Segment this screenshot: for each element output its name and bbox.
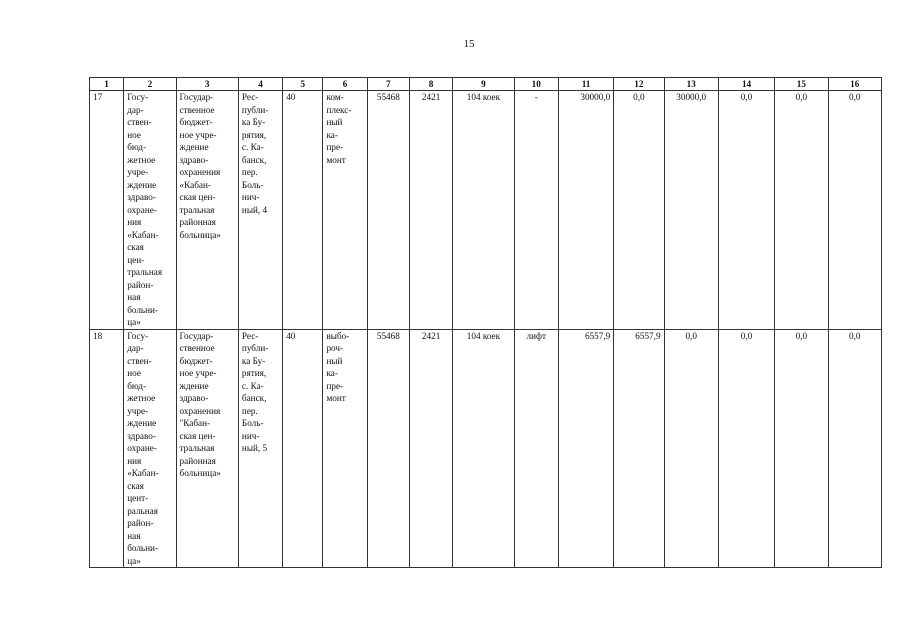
column-header: 13: [664, 78, 718, 91]
cell-line: публи-: [241, 104, 269, 115]
cell-col14: 0,0: [718, 329, 774, 568]
cell-line: с. Ка-: [241, 380, 264, 391]
cell-line: ральная: [127, 505, 158, 516]
cell-line: ждение: [179, 142, 209, 152]
cell-line: ния: [127, 217, 142, 227]
cell-line: ствен-: [127, 117, 152, 127]
cell-col11: 30000,0: [558, 91, 613, 330]
cell-line: ная: [127, 292, 141, 302]
cell-line: банск,: [241, 154, 267, 165]
cell-line: ный: [326, 117, 343, 127]
institution-name: [124, 329, 176, 568]
cell-line: Государ-: [179, 92, 214, 102]
cell-line: ца»: [127, 317, 141, 327]
cell-line: охране-: [127, 204, 157, 215]
cell-col5: 40: [283, 91, 323, 330]
cell-line: Госу-: [127, 92, 149, 102]
cell-line: дар-: [127, 343, 144, 353]
cell-col16: 0,0: [828, 329, 881, 568]
cell-line: здраво-: [127, 192, 156, 202]
cell-line: пре-: [326, 380, 344, 391]
cell-col8: 2421: [409, 329, 452, 568]
cell-line: учре-: [127, 167, 149, 177]
cell-line: ное: [127, 368, 141, 378]
cell-line: охранения: [179, 167, 221, 177]
institution-full-name: [176, 91, 238, 330]
column-header: 7: [367, 78, 409, 91]
cell-line: «Кабан-: [127, 468, 159, 478]
column-header: 5: [283, 78, 323, 91]
cell-line: ная: [127, 530, 141, 541]
cell-line: тральная: [179, 204, 215, 215]
cell-line: Госу-: [127, 330, 149, 341]
cell-line: здраво-: [127, 430, 156, 441]
cell-line: нич-: [241, 192, 260, 202]
cell-col12: 0,0: [614, 91, 664, 330]
column-header: 8: [409, 78, 452, 91]
cell-col13: 30000,0: [664, 91, 718, 330]
cell-line: «Кабан-: [127, 229, 159, 240]
cell-line: Боль-: [241, 418, 264, 428]
cell-line: пер.: [241, 405, 258, 416]
cell-line: пре-: [326, 142, 344, 152]
column-header: 2: [124, 78, 176, 91]
row-number: 18: [90, 329, 124, 568]
cell-line: больница»: [179, 468, 221, 478]
cell-col14: 0,0: [718, 91, 774, 330]
table-row: [90, 91, 882, 330]
page-number: 15: [463, 38, 475, 50]
cell-line: охране-: [127, 443, 157, 453]
equipment-cell: -: [514, 91, 558, 330]
cell-line: пер.: [241, 167, 258, 177]
column-header: 1: [90, 78, 124, 91]
cell-line: выбо-: [326, 330, 350, 341]
cell-line: публи-: [241, 343, 269, 353]
cell-line: цен-: [127, 254, 145, 265]
cell-line: жетное: [127, 154, 156, 165]
cell-line: ца»: [127, 555, 141, 566]
cell-line: нич-: [241, 430, 260, 441]
institution-name: [124, 91, 176, 330]
row-number: 17: [90, 91, 124, 330]
cell-line: район-: [127, 279, 154, 290]
cell-line: охранения: [179, 405, 221, 416]
capacity-cell: 104 коек: [453, 91, 514, 330]
cell-line: рятия,: [241, 368, 267, 378]
column-header: 10: [514, 78, 558, 91]
column-header: 16: [828, 78, 881, 91]
cell-col8: 2421: [409, 91, 452, 330]
cell-line: районная: [179, 217, 216, 227]
cell-line: здраво-: [179, 154, 209, 165]
cell-line: роч-: [326, 343, 344, 353]
cell-line: ное учре-: [179, 129, 217, 140]
institution-full-name: [176, 329, 238, 568]
cell-line: ный, 4: [241, 204, 268, 215]
column-header: 11: [558, 78, 613, 91]
cell-line: здраво-: [179, 393, 209, 403]
cell-line: тральная: [179, 443, 215, 453]
cell-line: ка Бу-: [241, 355, 266, 366]
cell-line: ственное: [179, 343, 215, 353]
capacity-cell: 104 коек: [453, 329, 514, 568]
repair-type: [323, 91, 367, 330]
cell-line: ное: [127, 129, 141, 140]
cell-line: "Кабан-: [179, 418, 211, 428]
cell-line: ская цен-: [179, 192, 216, 202]
cell-line: ская: [127, 480, 144, 491]
cell-line: ждение: [127, 418, 157, 428]
header-row: [90, 78, 882, 91]
cell-line: бюджет-: [179, 117, 213, 127]
cell-line: ждение: [179, 380, 209, 391]
column-header: 14: [718, 78, 774, 91]
cell-line: Боль-: [241, 179, 264, 190]
cell-col12: 6557,9: [614, 329, 664, 568]
table-row: [90, 329, 882, 568]
column-header: 9: [453, 78, 514, 91]
cell-line: с. Ка-: [241, 142, 264, 152]
cell-col5: 40: [283, 329, 323, 568]
column-header: 6: [323, 78, 367, 91]
cell-line: Государ-: [179, 330, 214, 341]
cell-line: рятия,: [241, 129, 267, 140]
cell-line: ская цен-: [179, 430, 216, 441]
cell-line: ждение: [127, 179, 157, 190]
cell-line: Рес-: [241, 92, 259, 102]
cell-line: дар-: [127, 104, 144, 115]
cell-col11: 6557,9: [558, 329, 613, 568]
cell-line: ный: [326, 355, 343, 366]
cell-line: ное учре-: [179, 368, 217, 378]
cell-line: больни-: [127, 543, 159, 553]
cell-line: бюджет-: [179, 355, 213, 366]
column-header: 12: [614, 78, 664, 91]
cell-line: бюд-: [127, 380, 147, 391]
column-header: 15: [775, 78, 828, 91]
cell-col13: 0,0: [664, 329, 718, 568]
cell-line: ская: [127, 242, 144, 252]
cell-line: больница»: [179, 229, 221, 240]
cell-line: «Кабан-: [179, 179, 211, 190]
cell-line: ния: [127, 455, 142, 466]
equipment-cell: лифт: [514, 329, 558, 568]
cell-line: плекс-: [326, 104, 352, 115]
cell-line: ственное: [179, 104, 215, 115]
cell-line: ный, 5: [241, 443, 268, 453]
repair-type: [323, 329, 367, 568]
cell-line: учре-: [127, 405, 149, 416]
cell-line: банск,: [241, 393, 267, 403]
cell-line: ка-: [326, 368, 338, 378]
cell-line: монт: [326, 154, 346, 165]
cell-line: район-: [127, 518, 154, 528]
cell-col16: 0,0: [828, 91, 881, 330]
column-header: 3: [176, 78, 238, 91]
cell-line: ка-: [326, 129, 338, 140]
cell-line: ствен-: [127, 355, 152, 366]
data-table: [89, 77, 882, 568]
cell-col15: 0,0: [775, 91, 828, 330]
cell-line: Рес-: [241, 330, 259, 341]
cell-line: тральная: [127, 267, 163, 277]
cell-col7: 55468: [367, 329, 409, 568]
cell-col15: 0,0: [775, 329, 828, 568]
cell-line: ком-: [326, 92, 344, 102]
cell-col7: 55468: [367, 91, 409, 330]
cell-line: бюд-: [127, 142, 147, 152]
cell-line: больни-: [127, 304, 159, 315]
cell-line: ка Бу-: [241, 117, 266, 127]
address-cell: [238, 329, 282, 568]
column-header: 4: [238, 78, 282, 91]
cell-line: монт: [326, 393, 346, 403]
cell-line: цент-: [127, 493, 149, 503]
address-cell: [238, 91, 282, 330]
cell-line: жетное: [127, 393, 156, 403]
cell-line: районная: [179, 455, 216, 466]
